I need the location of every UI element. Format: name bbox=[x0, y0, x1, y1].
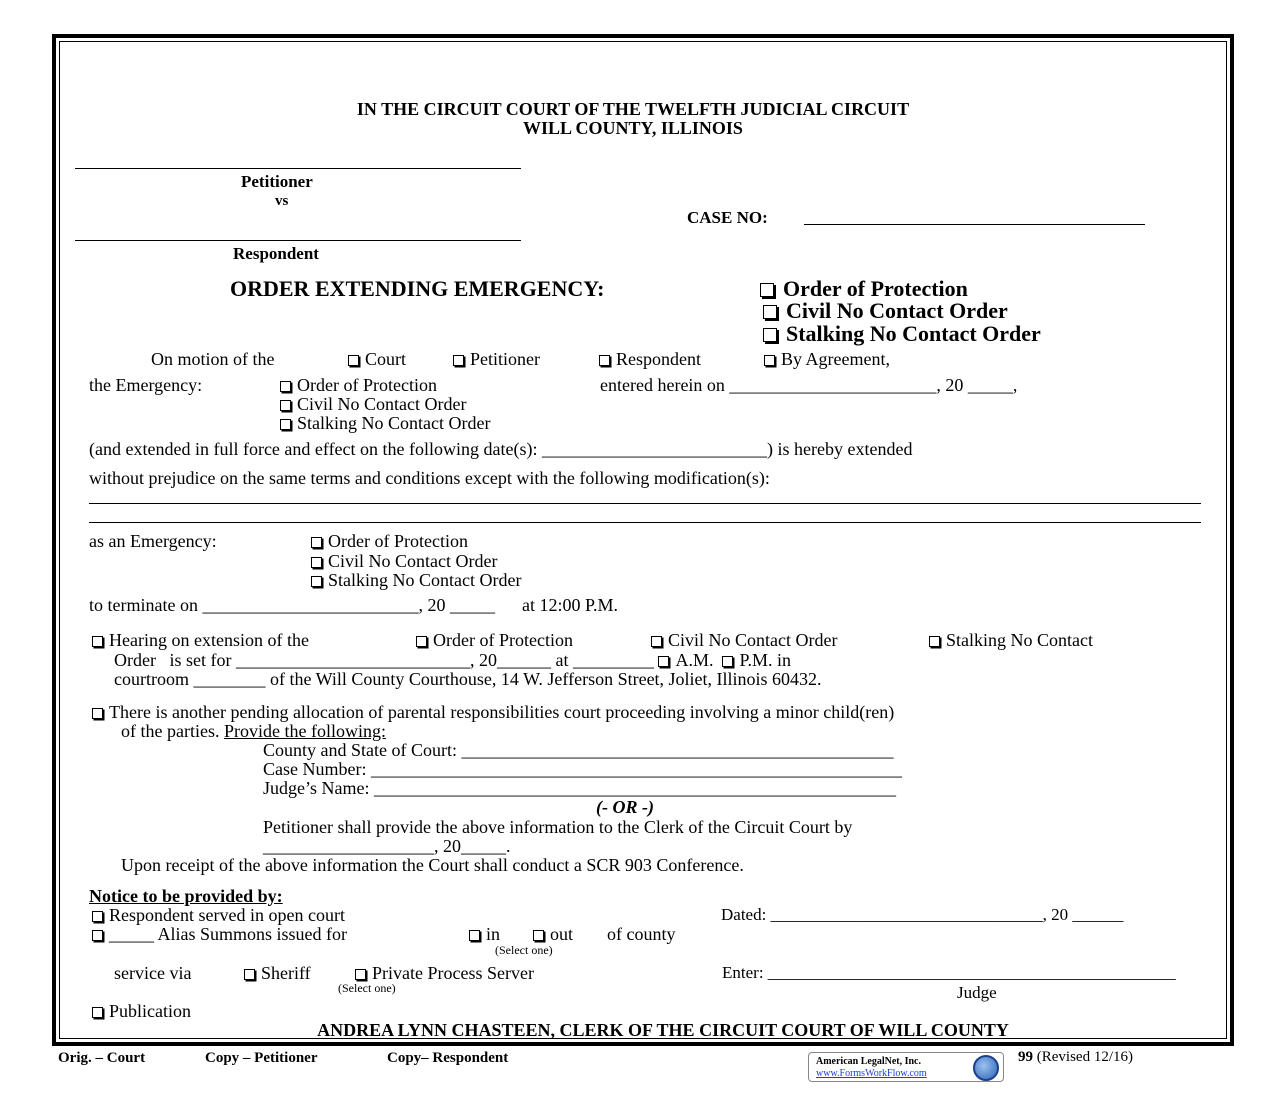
checkbox-as-emergency-protection[interactable] bbox=[311, 537, 322, 548]
respondent-label: Respondent bbox=[233, 244, 319, 263]
vs-label: vs bbox=[275, 193, 289, 209]
as-emergency-label: as an Emergency: bbox=[89, 531, 217, 551]
case-number-field: Case Number: ___________________________________________________________ bbox=[263, 759, 902, 779]
footer-orig: Orig. – Court bbox=[58, 1050, 146, 1066]
form-number: 99 (Revised 12/16) bbox=[1018, 1049, 1133, 1065]
extension-line-1: (and extended in full force and effect on the following date(s): _________________________) is hereby extended bbox=[89, 439, 913, 459]
checkbox-hearing-civil[interactable] bbox=[651, 636, 662, 647]
checkbox-emergency-protection[interactable] bbox=[280, 381, 291, 392]
emergency-option-civil: Civil No Contact Order bbox=[280, 394, 466, 414]
petitioner-name-line[interactable] bbox=[75, 168, 521, 169]
hearing-option-protection: Order of Protection bbox=[416, 630, 573, 650]
hearing-date-line: Order is set for __________________________, 20______ at _________ A.M. P.M. in bbox=[114, 650, 792, 670]
title-option-civil: Civil No Contact Order bbox=[763, 298, 1008, 324]
checkbox-emergency-stalking[interactable] bbox=[280, 419, 291, 430]
terminate-text: to terminate on ________________________, 20 _____ at 12:00 P.M. bbox=[89, 595, 618, 615]
checkbox-served-open-court[interactable] bbox=[92, 911, 103, 922]
as-emergency-option-stalking: Stalking No Contact Order bbox=[311, 570, 521, 590]
checkbox-as-emergency-civil[interactable] bbox=[311, 557, 322, 568]
emergency-option-protection: Order of Protection bbox=[280, 375, 437, 395]
select-one-note-2: (Select one) bbox=[338, 981, 396, 995]
court-heading: IN THE CIRCUIT COURT OF THE TWELFTH JUDICIAL CIRCUIT bbox=[356, 99, 910, 119]
dated-line: Dated: ________________________________, 20 ______ bbox=[721, 905, 1124, 924]
checkbox-pending-proceeding[interactable] bbox=[92, 708, 103, 719]
checkbox-title-stalking[interactable] bbox=[763, 328, 777, 342]
globe-icon bbox=[973, 1055, 999, 1081]
case-no-line[interactable] bbox=[804, 224, 1145, 225]
checkbox-in-county[interactable] bbox=[469, 930, 480, 941]
checkbox-as-emergency-stalking[interactable] bbox=[311, 576, 322, 587]
case-no-label: CASE NO: bbox=[687, 208, 768, 227]
checkbox-hearing-pm[interactable] bbox=[722, 656, 733, 667]
movant-agreement: By Agreement, bbox=[764, 349, 890, 369]
footer-copy-respondent: Copy– Respondent bbox=[387, 1050, 509, 1066]
petitioner-provide-line: Petitioner shall provide the above information to the Clerk of the Circuit Court by bbox=[263, 817, 853, 837]
hearing-option-stalking: Stalking No Contact bbox=[929, 630, 1093, 650]
notice-in-county: in bbox=[469, 924, 500, 944]
order-title: ORDER EXTENDING EMERGENCY: bbox=[230, 276, 605, 301]
checkbox-emergency-civil[interactable] bbox=[280, 400, 291, 411]
pending-line-2: of the parties. Provide the following: bbox=[121, 721, 386, 741]
movant-court: Court bbox=[348, 349, 406, 369]
emergency-label: the Emergency: bbox=[89, 375, 203, 395]
enter-line: Enter: ________________________________________________ bbox=[722, 963, 1176, 982]
judges-name-field: Judge’s Name: __________________________________________________________ bbox=[263, 778, 896, 798]
checkbox-movant-petitioner[interactable] bbox=[453, 355, 464, 366]
scr-conference-line: Upon receipt of the above information the Court shall conduct a SCR 903 Conference. bbox=[121, 855, 744, 875]
provide-date-line: ___________________, 20_____. bbox=[263, 836, 511, 856]
petitioner-label: Petitioner bbox=[241, 172, 313, 191]
hearing-row: Hearing on extension of the bbox=[92, 630, 309, 650]
american-legalnet-logo[interactable] bbox=[808, 1052, 1004, 1082]
service-private: Private Process Server bbox=[355, 963, 534, 983]
modification-line-2[interactable] bbox=[89, 522, 1201, 523]
notice-served-open-court: Respondent served in open court bbox=[92, 905, 345, 925]
county-state-field: County and State of Court: ________________________________________________ bbox=[263, 740, 894, 760]
checkbox-movant-court[interactable] bbox=[348, 355, 359, 366]
logo-url-link[interactable]: www.FormsWorkFlow.com bbox=[816, 1068, 927, 1079]
respondent-name-line[interactable] bbox=[75, 240, 521, 241]
clerk-name: ANDREA LYNN CHASTEEN, CLERK OF THE CIRCUIT COURT OF WILL COUNTY bbox=[317, 1020, 1009, 1040]
checkbox-publication[interactable] bbox=[92, 1007, 103, 1018]
service-via-label: service via bbox=[114, 963, 192, 983]
checkbox-movant-respondent[interactable] bbox=[599, 355, 610, 366]
entered-herein-text: entered herein on _______________________, 20 _____, bbox=[600, 375, 1018, 395]
checkbox-private-process-server[interactable] bbox=[355, 969, 366, 980]
service-sheriff: Sheriff bbox=[244, 963, 311, 983]
footer-copy-petitioner: Copy – Petitioner bbox=[205, 1050, 318, 1066]
emergency-option-stalking: Stalking No Contact Order bbox=[280, 413, 490, 433]
checkbox-hearing[interactable] bbox=[92, 636, 103, 647]
county-heading: WILL COUNTY, ILLINOIS bbox=[523, 118, 743, 138]
modification-line-1[interactable] bbox=[89, 503, 1201, 504]
checkbox-sheriff[interactable] bbox=[244, 969, 255, 980]
title-option-protection: Order of Protection bbox=[760, 276, 968, 302]
title-option-stalking: Stalking No Contact Order bbox=[763, 321, 1041, 347]
notice-alias-summons: _____ Alias Summons issued for bbox=[92, 924, 347, 944]
judge-label: Judge bbox=[957, 983, 997, 1002]
movant-petitioner: Petitioner bbox=[453, 349, 540, 369]
of-county-label: of county bbox=[607, 924, 676, 944]
notice-publication: Publication bbox=[92, 1001, 191, 1021]
select-one-note-1: (Select one) bbox=[495, 943, 553, 957]
checkbox-hearing-stalking[interactable] bbox=[929, 636, 940, 647]
notice-out-county: out bbox=[533, 924, 573, 944]
pending-line-1: There is another pending allocation of parental responsibilities court proceeding involving a minor child(ren) bbox=[92, 702, 894, 722]
checkbox-movant-agreement[interactable] bbox=[764, 355, 775, 366]
extension-line-2: without prejudice on the same terms and conditions except with the following modification(s): bbox=[89, 468, 770, 488]
checkbox-alias-summons[interactable] bbox=[92, 930, 103, 941]
notice-heading: Notice to be provided by: bbox=[89, 886, 283, 906]
checkbox-out-county[interactable] bbox=[533, 930, 544, 941]
as-emergency-option-protection: Order of Protection bbox=[311, 531, 468, 551]
checkbox-title-protection[interactable] bbox=[760, 283, 774, 297]
checkbox-hearing-protection[interactable] bbox=[416, 636, 427, 647]
movant-respondent: Respondent bbox=[599, 349, 701, 369]
logo-company: American LegalNet, Inc. bbox=[816, 1056, 921, 1067]
checkbox-hearing-am[interactable] bbox=[658, 656, 669, 667]
as-emergency-option-civil: Civil No Contact Order bbox=[311, 551, 497, 571]
hearing-option-civil: Civil No Contact Order bbox=[651, 630, 837, 650]
motion-intro: On motion of the bbox=[151, 349, 275, 369]
checkbox-title-civil[interactable] bbox=[763, 305, 777, 319]
hearing-courtroom-line: courtroom ________ of the Will County Courthouse, 14 W. Jefferson Street, Joliet, Illinois 60432. bbox=[114, 669, 822, 689]
or-label: (- OR -) bbox=[596, 797, 654, 817]
